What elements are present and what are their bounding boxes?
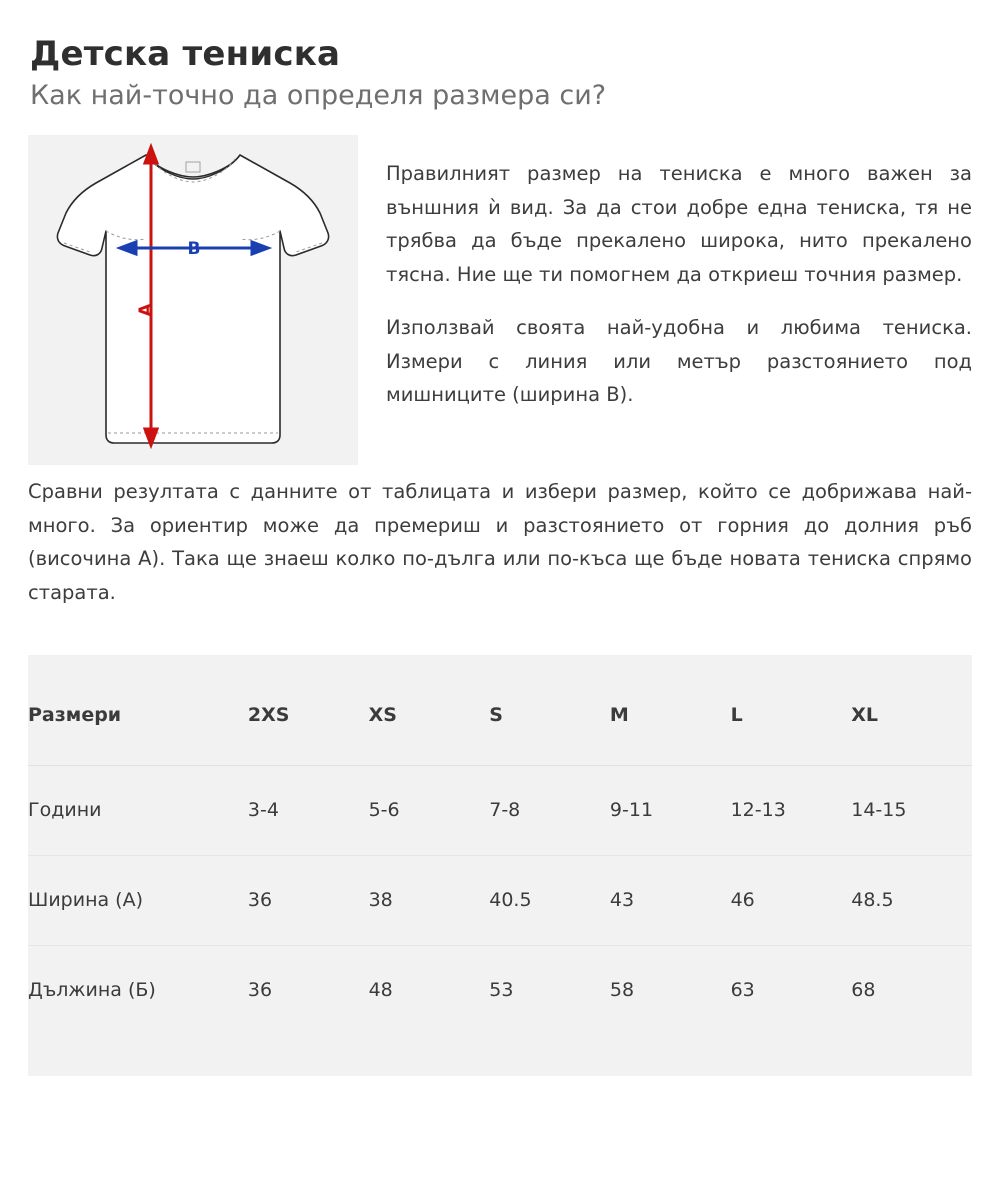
table-row — [28, 946, 972, 1036]
size-table — [28, 655, 972, 1036]
table-cell: 38 — [369, 856, 490, 946]
table-cell: 48.5 — [851, 856, 972, 946]
table-cell: 46 — [731, 856, 852, 946]
table-header-cell: M — [610, 655, 731, 765]
size-table-head — [28, 655, 972, 765]
table-cell: 43 — [610, 856, 731, 946]
table-cell: 3-4 — [248, 765, 369, 855]
page-subtitle: Как най-точно да определя размера си? — [30, 80, 607, 111]
table-cell: 36 — [247, 979, 273, 1002]
row-label: Ширина (A) — [28, 856, 248, 946]
table-header-cell: S — [489, 655, 610, 765]
table-cell: 5-6 — [369, 765, 490, 855]
table-cell: 58 — [609, 979, 635, 1002]
intro-section — [28, 135, 972, 465]
size-table-body — [28, 765, 972, 1036]
size-table-container — [28, 655, 972, 1076]
table-header-cell: L — [731, 655, 852, 765]
table-cell: 9-11 — [610, 765, 731, 855]
table-header-cell: XL — [851, 655, 972, 765]
table-header-row — [28, 655, 972, 765]
table-cell: 36 — [248, 856, 369, 946]
intro-text — [386, 135, 972, 412]
table-header-cell: 2XS — [248, 655, 369, 765]
table-cell: 48 — [368, 979, 393, 1002]
table-header-cell: Размери — [28, 655, 248, 765]
table-cell: 63 — [730, 979, 755, 1002]
intro-paragraph-1: Правилният размер на тениска е много важен за външния ѝ вид. За да стои добре една тениска, тя не трябва да бъде прекалено широка, нито прекалено тясна. Ние ще ти помогнем да откриеш точния размер. — [386, 162, 972, 286]
table-cell: 7-8 — [489, 765, 610, 855]
page-title: Детска тениска — [30, 34, 341, 74]
table-cell: 14-15 — [851, 765, 972, 855]
figure-label-a: A — [136, 303, 156, 317]
table-cell: 12-13 — [731, 765, 852, 855]
table-cell: 68 — [851, 979, 876, 1002]
table-cell: 40.5 — [489, 856, 610, 946]
body-paragraph: Сравни резултата с данните от таблицата и избери размер, който се добрижава най-много. За ориентир може да премериш и разстоянието от горния до долния ръб (височина A). Така ще знаеш колко по-дълга или по-къса ще бъде новата тениска спрямо старата. — [28, 480, 972, 604]
table-row — [28, 765, 972, 855]
intro-paragraph-2: Използвай своята най-удобна и любима тениска. Измери с линия или метър разстоянието под мишниците (ширина B). — [386, 316, 972, 407]
row-label: Години — [28, 765, 248, 855]
tshirt-diagram — [28, 135, 358, 465]
row-label: Дължина (Б) — [28, 979, 156, 1002]
table-header-cell: XS — [369, 655, 490, 765]
table-cell: 53 — [489, 979, 514, 1002]
figure-label-b: B — [187, 239, 201, 259]
table-row — [28, 856, 972, 946]
